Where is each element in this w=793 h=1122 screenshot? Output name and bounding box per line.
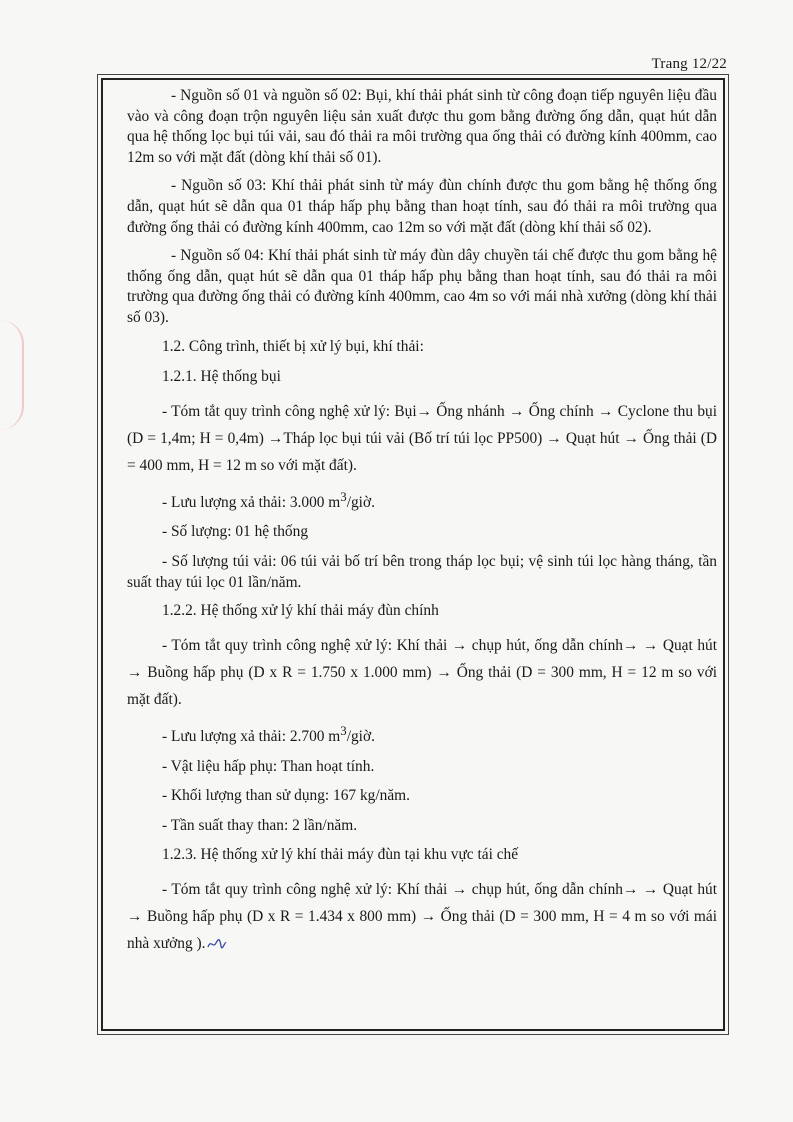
flow-rate-1-2-2	[127, 721, 717, 748]
paragraph-source-01-02: - Nguồn số 01 và nguồn số 02: Bụi, khí thải phát sinh từ công đoạn tiếp nguyên liệu đầu vào và công đoạn trộn nguyên liệu sản xuất được thu gom bằng đường ống dẫn, quạt hút dẫn qua hệ thống lọc bụi túi vải, sau đó thải ra môi trường qua ống thải có đường kính 400mm, cao 12m so với mặt đất (dòng khí thải số 01).	[127, 87, 717, 166]
flow-rate-1-2-1	[127, 487, 717, 514]
section-heading-1-2: 1.2. Công trình, thiết bị xử lý bụi, khí thải:	[162, 337, 424, 355]
replace-frequency-1-2-2: - Tần suất thay than: 2 lần/năm.	[162, 816, 358, 834]
document-body	[127, 86, 717, 965]
process-summary-1-2-2: - Tóm tắt quy trình công nghệ xử lý: Khí thải → chụp hút, ống dẫn chính→ → Quạt hút → Buồng hấp phụ (D x R = 1.750 x 1.000 mm) → Ống thải (D = 300 mm, H = 12 m so với mặt đất).	[127, 636, 717, 708]
paragraph-source-04: - Nguồn số 04: Khí thải phát sinh từ máy đùn dây chuyền tái chế được thu gom bằng hệ thống ống dẫn, quạt hút sẽ dẫn qua 01 tháp hấp phụ bằng than hoạt tính, sau đó thải ra môi trường qua đường ống thải có đường kính 400mm, cao 4m so với mái nhà xưởng (dòng khí thải số 03).	[127, 247, 717, 326]
flow-rate-unit: /giờ.	[346, 727, 375, 745]
process-summary-1-2-3	[127, 876, 717, 957]
section-heading-1-2-1: 1.2.1. Hệ thống bụi	[162, 368, 281, 386]
material-1-2-2: - Vật liệu hấp phụ: Than hoạt tính.	[162, 757, 375, 775]
stamp-mark	[0, 320, 24, 430]
carbon-mass-1-2-2: - Khối lượng than sử dụng: 167 kg/năm.	[162, 787, 410, 805]
paragraph-source-03: - Nguồn số 03: Khí thải phát sinh từ máy đùn chính được thu gom bằng hệ thống ống dẫn, quạt hút sẽ dẫn qua 01 tháp hấp phụ bằng than hoạt tính, sau đó thải ra môi trường qua đường ống thải có đường kính 400mm, cao 12m so với mặt đất (dòng khí thải số 02).	[127, 177, 717, 236]
flow-rate-label: - Lưu lượng xả thải: 2.700 m	[162, 727, 341, 745]
quantity-1-2-1: - Số lượng: 01 hệ thống	[162, 523, 309, 541]
process-text-1-2-3: - Tóm tắt quy trình công nghệ xử lý: Khí thải → chụp hút, ống dẫn chính→ → Quạt hút → Buồng hấp phụ (D x R = 1.434 x 800 mm) → Ống thải (D = 300 mm, H = 4 m so với mái nhà xưởng ).	[127, 880, 717, 952]
section-heading-1-2-3: 1.2.3. Hệ thống xử lý khí thải máy đùn tại khu vực tái chế	[162, 846, 519, 864]
initials-signature-icon	[207, 937, 227, 951]
process-summary-1-2-1: - Tóm tắt quy trình công nghệ xử lý: Bụi→ Ống nhánh → Ống chính → Cyclone thu bụi (D = 1,4m; H = 0,4m) →Tháp lọc bụi túi vải (Bố trí túi lọc PP500) → Quạt hút → Ống thải (D = 400 mm, H = 12 m so với mặt đất).	[127, 402, 717, 474]
flow-rate-sup: 3	[340, 723, 347, 738]
bags-1-2-1: - Số lượng túi vải: 06 túi vải bố trí bên trong tháp lọc bụi; vệ sinh túi lọc hàng tháng, tần suất thay túi lọc 01 lần/năm.	[127, 553, 717, 591]
flow-rate-label: - Lưu lượng xả thải: 3.000 m	[162, 493, 341, 511]
page-number: Trang 12/22	[651, 56, 727, 72]
section-heading-1-2-2: 1.2.2. Hệ thống xử lý khí thải máy đùn chính	[162, 602, 439, 620]
flow-rate-sup: 3	[340, 489, 347, 504]
flow-rate-unit: /giờ.	[346, 493, 375, 511]
